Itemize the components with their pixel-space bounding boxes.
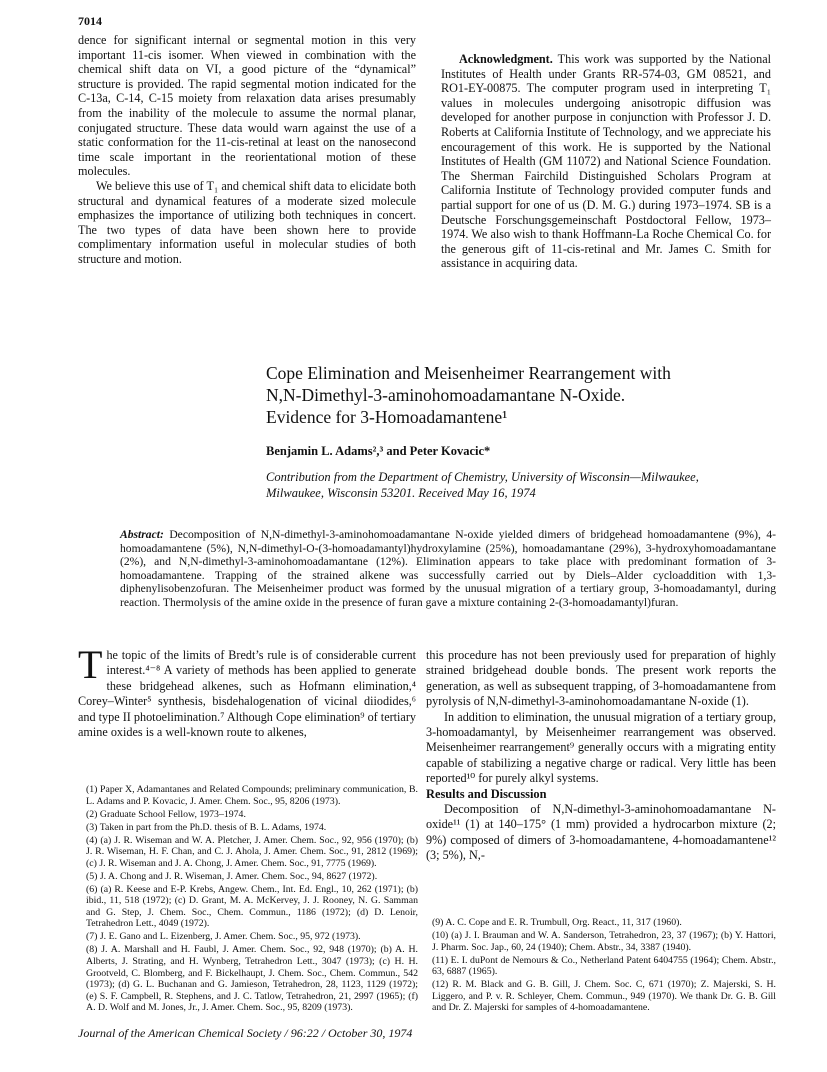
top-left-column xyxy=(78,33,416,267)
body-left-column xyxy=(78,642,416,740)
footnote: (3) Taken in part from the Ph.D. thesis of B. L. Adams, 1974. xyxy=(86,821,327,833)
paragraph: We believe this use of T₁ and chemical shift data to elicidate both structural and dynamical features of a moderate sized molecule emphasizes the importance of utilizing both techniques in concert. The two types of data have been shown here to provide complimentary information useful in molecular studies of both structure and motion. xyxy=(78,178,416,266)
drop-cap: T xyxy=(78,642,103,687)
article-header xyxy=(266,362,776,501)
section-heading: Results and Discussion xyxy=(426,786,547,801)
article-title xyxy=(266,362,776,428)
title-line: Evidence for 3-Homoadamantene¹ xyxy=(266,407,508,427)
acknowledgment-heading: Acknowledgment. xyxy=(459,52,553,66)
paragraph: this procedure has not been previously used for preparation of highly strained bridgehead double bonds. The present work reports the generation, as well as subsequent trapping, of 3-homoadamantene from pyrolysis of N,N-dimethyl-3-aminohomoadamantane N-oxide (1). xyxy=(426,648,776,709)
footnote: (7) J. E. Gano and L. Eizenberg, J. Amer. Chem. Soc., 95, 972 (1973). xyxy=(86,931,361,943)
acknowledgment-text: This work was supported by the National Institutes of Health under Grants RR-574-03, GM 08521, and RO1-EY-00875. The computer program used in interpreting T₁ values in molecules undergoing anisotropic diffusion was developed for another purpose in conjunction with Professor J. D. Roberts at California Institute of Technology, and we appreciate his encouragement of this work. He is supported by the National Institutes of Health (GM 11072) and National Science Foundation. The Sherman Fairchild Distinguished Scholars Program at California Institute of Technology provided computer funds and partial support for one of us (D. M. G.) during 1973–1974. SB is a Deutsche Forschungsgemeinschaft Postdoctoral Fellow, 1973–1974. We also wish to thank Hoffmann-La Roche Chemical Co. for the generous gift of 11-cis-retinal and Mr. James C. Smith for assistance in acquiring data. xyxy=(441,52,771,271)
title-line: N,N-Dimethyl-3-aminohomoadamantane N-Oxide. xyxy=(266,385,626,405)
footnote: (4) (a) J. R. Wiseman and W. A. Pletcher, J. Amer. Chem. Soc., 92, 956 (1970); (b) J. R. Wiseman, H. F. Chan, and C. J. Ahola, J. Amer. Chem. Soc., 91, 2812 (1969); (c) J. R. Wiseman and J. A. Chong, J. Amer. Chem. Soc., 91, 7775 (1969). xyxy=(86,834,418,869)
footnote: (5) J. A. Chong and J. R. Wiseman, J. Amer. Chem. Soc., 94, 8627 (1972). xyxy=(86,870,378,882)
paragraph: Decomposition of N,N-dimethyl-3-aminohomoadamantane N-oxide¹¹ (1) at 140–175° (1 mm) provided a hydrocarbon mixture (2; 9%) composed of dimers of 3-homoadamantene, 4-homoadamantene¹² (3; 5%), N,- xyxy=(426,802,776,863)
paragraph: he topic of the limits of Bredt’s rule is of considerable current interest.⁴⁻⁸ A variety of methods has been applied to generate these bridgehead alkenes, such as Hofmann elimination,⁴ Corey–Winter⁵ synthesis, bisdehalogenation of vicinal diiodides,⁶ and type II photoelimination.⁷ Although Cope elimination⁹ of tertiary amine oxides is a well-known route to alkenes, xyxy=(78,648,416,740)
footnote: (9) A. C. Cope and E. R. Trumbull, Org. React., 11, 317 (1960). xyxy=(432,917,682,928)
title-line: Cope Elimination and Meisenheimer Rearrangement with xyxy=(266,363,671,383)
footnote: (2) Graduate School Fellow, 1973–1974. xyxy=(86,808,246,820)
footnote: (1) Paper X, Adamantanes and Related Compounds; preliminary communication, B. L. Adams and P. Kovacic, J. Amer. Chem. Soc., 95, 8206 (1973). xyxy=(86,784,418,807)
page-number: 7014 xyxy=(78,14,102,28)
footnote: (6) (a) R. Keese and E-P. Krebs, Angew. Chem., Int. Ed. Engl., 10, 262 (1971); (b) ibid., 11, 518 (1972); (c) D. Grant, M. A. McKervey, J. J. Rooney, N. G. Samman and G. Step, J. Chem. Soc., Chem. Commun., 1186 (1972); (d) D. Lenoir, Tetrahedron Lett., 4049 (1972). xyxy=(86,883,418,930)
affiliation-line: Milwaukee, Wisconsin 53201. Received May 16, 1974 xyxy=(266,486,536,500)
abstract-label: Abstract: xyxy=(120,528,164,541)
footnotes-right xyxy=(432,917,776,1015)
acknowledgment-column xyxy=(441,52,771,271)
body-right-column xyxy=(426,648,776,864)
authors: Benjamin L. Adams²,³ and Peter Kovacic* xyxy=(266,444,491,458)
footnote: (8) J. A. Marshall and H. Faubl, J. Amer. Chem. Soc., 92, 948 (1970); (b) A. H. Alberts, J. Strating, and H. Wynberg, Tetrahedron Lett., 3047 (1973); (c) H. H. Grootveld, C. Blomberg, and F. Bickelhaupt, J. Chem. Soc., Chem. Commun., 542 (1973); (d) G. L. Buchanan and G. Jamieson, Tetrahedron, 28, 1123, 1129 (1972); (e) S. F. Campbell, R. Stephens, and J. C. Tatlow, Tetrahedron, 21, 2997 (1965); (f) A. D. Wolf and M. Jones, Jr., J. Amer. Chem. Soc., 95, 8209 (1973). xyxy=(86,944,418,1014)
journal-footer: Journal of the American Chemical Society / 96:22 / October 30, 1974 xyxy=(78,1026,413,1040)
paragraph: dence for significant internal or segmental motion in this very important 11-cis isomer. When viewed in combination with the chemical shift data on VI, a good picture of the “dynamical” structure is provided. The rapid segmental motion indicated for the C-13a, C-14, C-15 moiety from relaxation data arises presumably from the inability of the molecule to assume the normal planar, conjugated structure. These data would warn against the use of a static conformation for the 11-cis-retinal at least on the nanosecond time scale important in the reorientational motion of these molecules. xyxy=(78,33,416,179)
affiliation xyxy=(266,469,776,501)
abstract-text: Decomposition of N,N-dimethyl-3-aminohomoadamantane N-oxide yielded dimers of bridgehead homoadamantene (9%), 4-homoadamantene (5%), N,N-dimethyl-O-(3-homoadamantyl)hydroxylamine (25%), homoadamantane (29%), 3-hydroxyhomoadamantane (2%), and N,N-dimethyl-3-aminohomoadamantane (12%). Elimination appears to take place with predominant formation of 3-homoadamantene. Trapping of the strained alkene was successfully carried out by Diels–Alder cycloaddition with 1,3-diphenylisobenzofuran. The Meisenheimer product was formed by the unusual migration of a tertiary group, 3-homoadamantyl, during reaction. Thermolysis of the amine oxide in the presence of furan gave a mixture containing 2-(3-homoadamantyl)furan. xyxy=(120,528,776,609)
footnote: (10) (a) J. I. Brauman and W. A. Sanderson, Tetrahedron, 23, 37 (1967); (b) Y. Hattori, J. Pharm. Soc. Jap., 60, 24 (1940); Chem. Abstr., 34, 3387 (1940). xyxy=(432,929,776,953)
paragraph: In addition to elimination, the unusual migration of a tertiary group, 3-homoadamantyl, by Meisenheimer rearrangement was observed. Meisenheimer rearrangement⁹ generally occurs with a migrating entity capable of stabilizing a negative charge or radical. Very little has been reported¹⁰ for purely alkyl systems. xyxy=(426,709,776,786)
footnotes-left xyxy=(86,784,418,1015)
abstract xyxy=(120,528,776,610)
footnote: (11) E. I. duPont de Nemours & Co., Netherland Patent 6404755 (1964); Chem. Abstr., 63, 6887 (1965). xyxy=(432,954,776,978)
affiliation-line: Contribution from the Department of Chemistry, University of Wisconsin—Milwaukee, xyxy=(266,470,699,484)
footnote: (12) R. M. Black and G. B. Gill, J. Chem. Soc. C, 671 (1970); Z. Majerski, S. H. Liggero, and P. v. R. Schleyer, Chem. Commun., 949 (1970). We thank Dr. G. B. Gill and Dr. Z. Majerski for samples of 4-homoadamantene. xyxy=(432,979,776,1014)
